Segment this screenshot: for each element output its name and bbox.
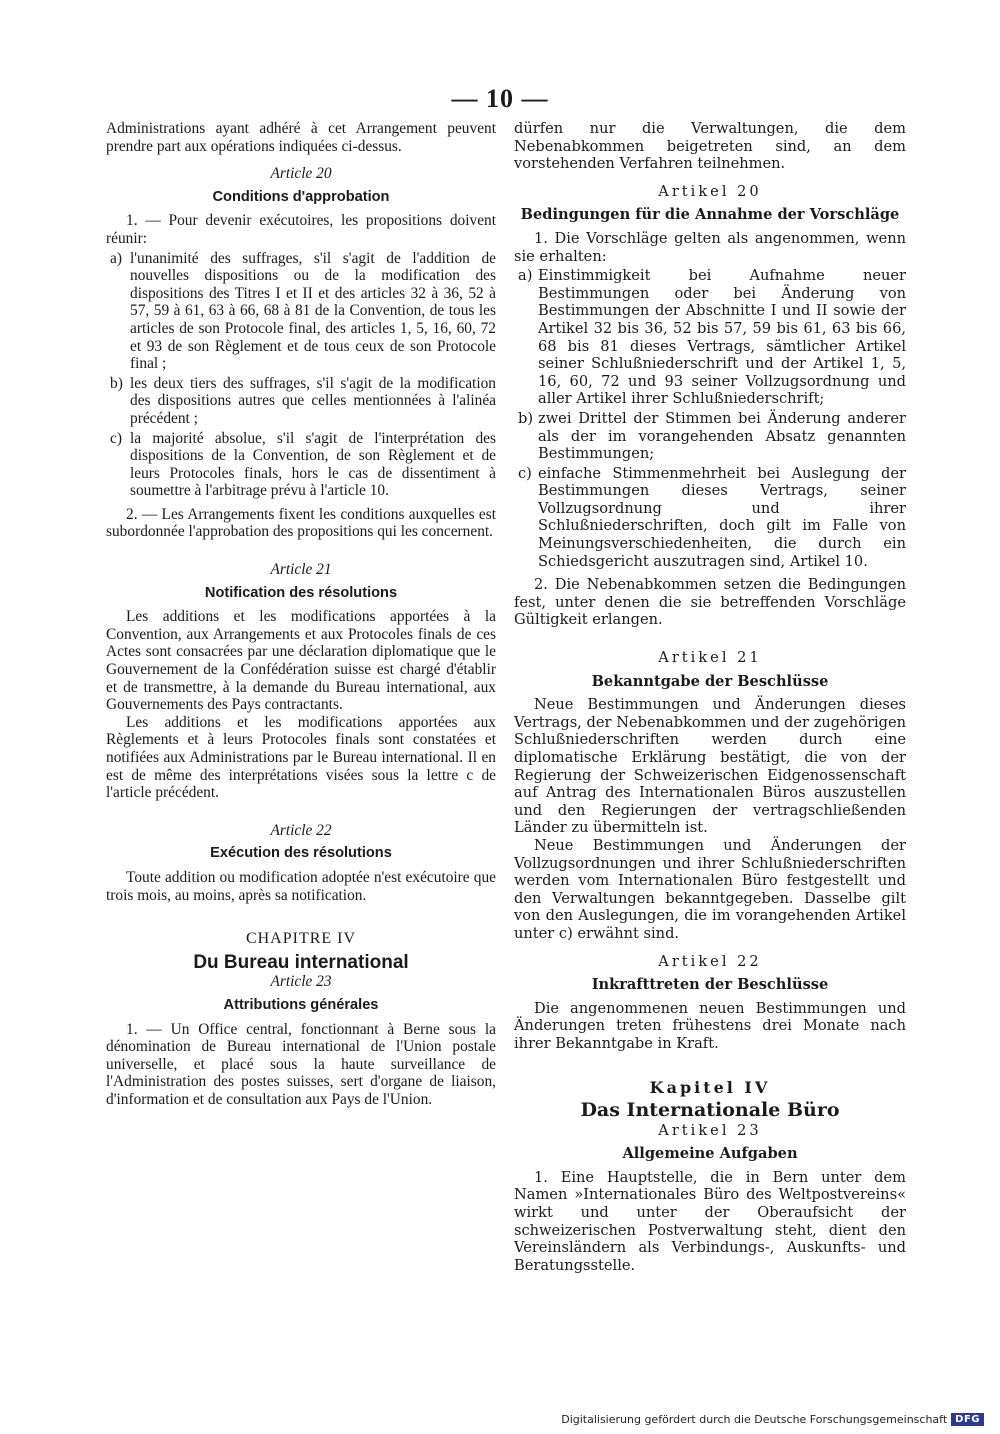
article-20-heading: Bedingungen für die Annahme der Vorschläge [520,206,900,224]
list-item [514,267,906,408]
article-21-paragraph-2: Les additions et les modifications apportées aux Règlements et à leurs Protocoles finals sont constatées et notifiées aux Administrations par le Bureau international. Il en est de même des interprétations visées sous la lettre c de l'article précédent. [106,713,496,802]
article-20-paragraph-1: 1. — Pour devenir exécutoires, les propositions doivent réunir: [106,212,496,247]
article-22-title: Article 22 [270,821,332,839]
article-20-paragraph-2: 2. Die Nebenabkommen setzen die Bedingungen fest, unter denen die sie betreffenden Vorschläge Gültigkeit erlangen. [514,576,906,629]
article-21-title: Article 21 [270,561,332,579]
chapter-label: CHAPITRE IV [245,930,357,948]
article-22-paragraph-1: Toute addition ou modification adoptée n'est exécutoire que trois mois, au moins, après sa notification. [106,868,496,904]
intro-paragraph: Administrations ayant adhéré à cet Arrangement peuvent prendre part aux opérations indiquées ci-dessus. [106,120,496,155]
footer-text: Digitalisierung gefördert durch die Deutsche Forschungsgemeinschaft [561,1413,948,1426]
chapter-title: Du Bureau international [193,951,409,973]
article-21-paragraph-1: Neue Bestimmungen und Änderungen dieses Vertrags, der Nebenabkommen und der zugehörigen Schlußniederschriften werden durch eine diplomatische Erklärung bestätigt, die von der Regierung der Schweizerischen Eidgenossenschaft auf Antrag des Internationalen Büros auszustellen und den Regierungen der vertragschließenden Länder zu übermitteln ist. [514,696,906,837]
german-column [514,120,906,1274]
list-item-text: einfache Stimmenmehrheit bei Auslegung der Bestimmungen dieses Vertrags, seiner Vollzugsordnung und ihrer Schlußniederschriften, doch gilt im Falle von Meinungsverschiedenheiten, die durch ein Schiedsgericht auszutragen sind, Artikel 10. [538,464,906,570]
list-item-label: a) [110,249,122,267]
article-21-heading: Bekanntgabe der Beschlüsse [591,672,829,690]
article-23-paragraph-1: 1. — Un Office central, fonctionnant à Berne sous la dénomination de Bureau international de l'Union postale universelle, et placé sous la haute surveillance de l'Administration des postes suisses, sert d'organe de liaison, d'information et de consultation aux Pays de l'Union. [106,1020,496,1108]
list-item [106,375,496,428]
article-23-paragraph-1: 1. Eine Hauptstelle, die in Bern unter dem Namen »Internationales Büro des Weltpostvereins« wirkt und unter der Oberaufsicht der schweizerischen Postverwaltung steht, dient den Vereinsländern als Verbindungs-, Auskunfts- und Beratungsstelle. [514,1168,906,1274]
chapter-title: Das Internationale Büro [580,1099,840,1122]
article-20-paragraph-1: 1. Die Vorschläge gelten als angenommen, wenn sie erhalten: [514,229,906,265]
dfg-logo-icon: DFG [951,1413,984,1426]
article-23-heading: Attributions générales [223,996,379,1013]
article-20-heading: Conditions d'approbation [212,188,390,205]
list-item-text: les deux tiers des suffrages, s'il s'agit de la modification des dispositions autres que celles mentionnées à l'alinéa précédent ; [130,374,496,427]
list-item [514,465,906,571]
french-column [106,120,496,1109]
article-21-heading: Notification des résolutions [204,584,398,601]
list-item-label: b) [518,409,534,427]
list-item [106,430,496,500]
article-21-paragraph-1: Les additions et les modifications apportées à la Convention, aux Arrangements et aux Protocoles finals de ces Actes sont consacrées par une déclaration diplomatique que le Gouvernement de la Confédération suisse est chargé d'établir et de transmettre, à la demande du Bureau international, aux Gouvernements des Pays contractants. [106,608,496,714]
list-item [514,410,906,463]
list-item-label: b) [110,374,123,392]
article-23-title: Artikel 23 [658,1121,762,1139]
article-23-heading: Allgemeine Aufgaben [622,1145,798,1163]
article-20-title: Article 20 [270,165,332,183]
list-item [106,250,496,373]
article-20-paragraph-2: 2. — Les Arrangements fixent les conditions auxquelles est subordonnée l'approbation des propositions qui les concernent. [106,505,496,541]
list-item-label: c) [110,429,122,447]
list-item-label: a) [518,267,533,285]
article-20-title: Artikel 20 [658,182,762,200]
article-22-heading: Exécution des résolutions [210,845,392,862]
chapter-label: Kapitel IV [649,1077,771,1097]
list-item-text: zwei Drittel der Stimmen bei Änderung anderer als der im vorangehenden Absatz genannten Bestimmungen; [538,409,906,463]
list-item-text: Einstimmigkeit bei Aufnahme neuer Bestimmungen oder bei Änderung von Bestimmungen der Abschnitte I und II sowie der Artikel 32 bis 36, 52 bis 57, 59 bis 61, 63 bis 66, 68 bis 81 dieses Vertrags, sämtlicher Artikel seiner Schlußniederschrift und der Artikel 1, 5, 16, 60, 72 und 93 seiner Vollzugsordnung und aller Artikel ihrer Schlußniederschrift; [538,267,906,408]
list-item-label: c) [518,464,532,482]
article-22-paragraph-1: Die angenommenen neuen Bestimmungen und Änderungen treten frühestens drei Monate nach ihrer Bekanntgabe in Kraft. [514,999,906,1052]
article-21-paragraph-2: Neue Bestimmungen und Änderungen der Vollzugsordnungen und ihrer Schlußniederschriften werden vom Internationalen Büro festgestellt und den Verwaltungen bekanntgegeben. Dasselbe gilt von den Auslegungen, die im vorangehenden Artikel unter c) erwähnt sind. [514,836,906,942]
article-22-heading: Inkrafttreten der Beschlüsse [591,976,829,994]
article-23-title: Article 23 [270,973,332,991]
article-22-title: Artikel 22 [658,952,762,970]
digitization-footer [561,1413,984,1426]
article-21-title: Artikel 21 [658,649,762,667]
page-number: — 10 — [451,84,549,113]
intro-paragraph: dürfen nur die Verwaltungen, die dem Nebenabkommen beigetreten sind, an dem vorstehenden Verfahren teilnehmen. [514,120,906,173]
list-item-text: l'unanimité des suffrages, s'il s'agit de l'addition de nouvelles dispositions ou de la modification des dispositions des Titres I et II et des articles 32 à 36, 52 à 57, 59 à 61, 63 à 66, 68 à 81 de la Convention, de tous les articles de son Protocole final, des articles 1, 5, 16, 60, 72 et 93 de son Règlement et de tous ceux de son Protocole final ; [130,249,496,373]
list-item-text: la majorité absolue, s'il s'agit de l'interprétation des dispositions de la Convention, de son Règlement et de leurs Protocoles finals, hors le cas de dissentiment à soumettre à l'arbitrage prévu à l'article 10. [130,429,496,500]
